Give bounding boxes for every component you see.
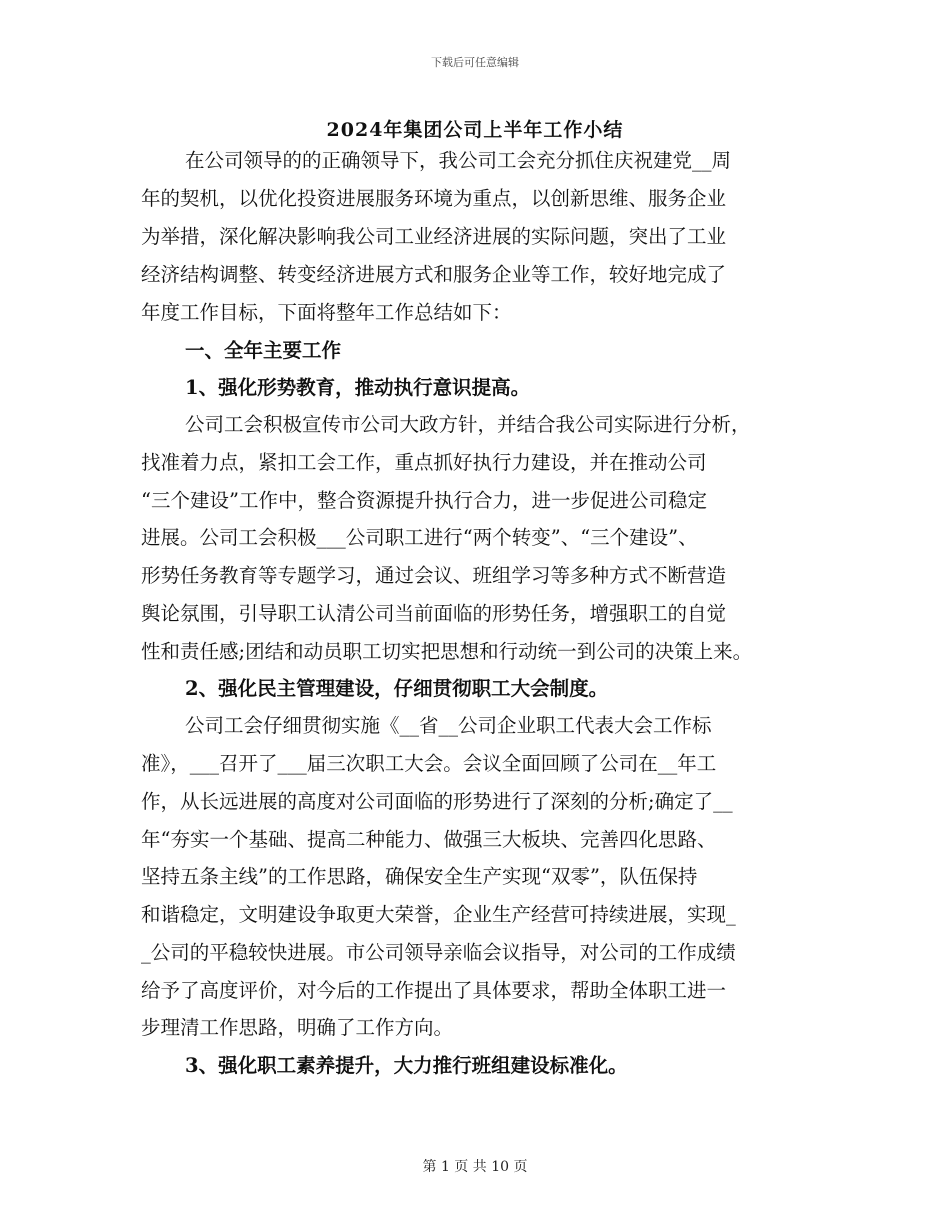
paragraph-line: 准》，___召开了___届三次职工大会。会议全面回顾了公司在__年工 xyxy=(141,752,717,775)
subsection-heading: 2、强化民主管理建设，仔细贯彻职工大会制度。 xyxy=(185,677,609,700)
paragraph-line: 步理清工作思路，明确了工作方向。 xyxy=(141,1016,454,1039)
document-title: 2024年集团公司上半年工作小结 xyxy=(326,119,624,141)
paragraph-line: 公司工会积极宣传市公司大政方针，并结合我公司实际进行分析， xyxy=(185,413,751,436)
paragraph-line: 形势任务教育等专题学习，通过会议、班组学习等多种方式不断营造 xyxy=(141,564,727,587)
paragraph-line: 性和责任感;团结和动员职工切实把思想和行动统一到公司的决策上来。 xyxy=(141,640,753,663)
header-note: 下载后可任意编辑 xyxy=(431,56,519,69)
paragraph-line: 进展。公司工会积极___公司职工进行“两个转变”、“三个建设”、 xyxy=(141,526,698,549)
paragraph-line: 年的契机，以优化投资进展服务环境为重点，以创新思维、服务企业 xyxy=(141,187,727,210)
paragraph-line: 和谐稳定，文明建设争取更大荣誉，企业生产经营可持续进展，实现_ xyxy=(141,903,736,926)
paragraph-line: “三个建设”工作中，整合资源提升执行合力，进一步促进公司稳定 xyxy=(141,489,707,512)
paragraph-line: 年“夯实一个基础、提高二种能力、做强三大板块、完善四化思路、 xyxy=(141,828,717,851)
page-number: 第 1 页 共 10 页 xyxy=(422,1159,528,1175)
paragraph-line: 坚持五条主线”的工作思路，确保安全生产实现“双零”，队伍保持 xyxy=(141,865,698,888)
paragraph-line: 年度工作目标，下面将整年工作总结如下： xyxy=(141,301,512,324)
paragraph-line: 舆论氛围，引导职工认清公司当前面临的形势任务，增强职工的自觉 xyxy=(141,602,727,625)
subsection-heading: 3、强化职工素养提升，大力推行班组建设标准化。 xyxy=(185,1054,628,1077)
subsection-heading: 1、强化形势教育，推动执行意识提高。 xyxy=(185,376,531,399)
paragraph-line: 作，从长远进展的高度对公司面临的形势进行了深刻的分析;确定了__ xyxy=(141,790,733,813)
paragraph-line: 为举措，深化解决影响我公司工业经济进展的实际问题，突出了工业 xyxy=(141,225,727,248)
paragraph-line: 找准着力点，紧扣工会工作，重点抓好执行力建设，并在推动公司 xyxy=(141,451,707,474)
paragraph-line: _公司的平稳较快进展。市公司领导亲临会议指导，对公司的工作成绩 xyxy=(141,941,736,964)
paragraph-line: 在公司领导的的正确领导下，我公司工会充分抓住庆祝建党__周 xyxy=(185,149,732,172)
paragraph-line: 经济结构调整、转变经济进展方式和服务企业等工作，较好地完成了 xyxy=(141,263,727,286)
section-heading: 一、全年主要工作 xyxy=(185,339,342,362)
paragraph-line: 公司工会仔细贯彻实施《__省__公司企业职工代表大会工作标 xyxy=(185,714,712,737)
paragraph-line: 给予了高度评价，对今后的工作提出了具体要求，帮助全体职工进一 xyxy=(141,979,727,1002)
